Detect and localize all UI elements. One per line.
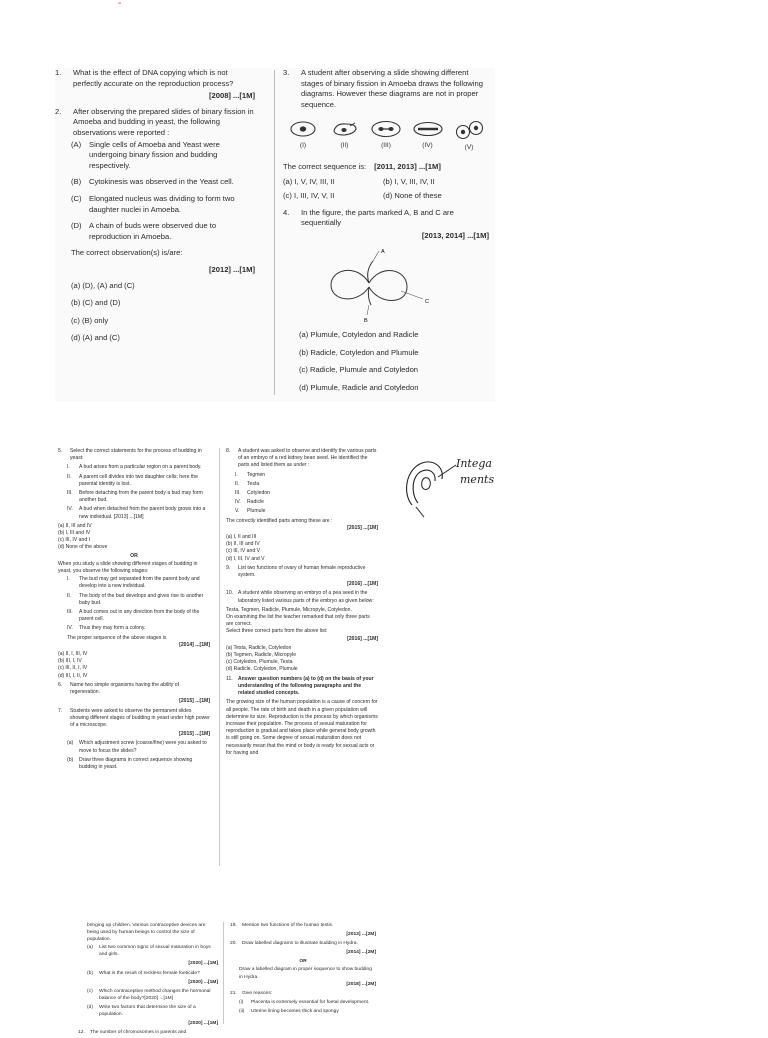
question-9 — [226, 565, 378, 579]
question-4 — [283, 208, 489, 229]
question-text: The number of chromosomes in parents and — [90, 1030, 187, 1036]
year-tag: [2015] ...[1M] — [179, 731, 210, 738]
question-2 — [55, 107, 255, 139]
question-text: List two functions of ovary of human female reproductive system. — [238, 564, 366, 579]
handwritten-annotation — [398, 447, 510, 527]
question-prompt: The correctly identified parts among these are : — [226, 517, 333, 524]
part — [235, 508, 378, 515]
question-prompt: The correct observation(s) is/are: — [71, 248, 183, 258]
question-text: Draw a labelled diagram in proper sequence to show budding in Hydra. — [239, 967, 372, 980]
part-text: Cotyledon — [247, 490, 270, 497]
option: (c) III, II, I, IV — [58, 665, 88, 672]
question-prompt: The proper sequence of the above stages is — [67, 634, 167, 641]
red-mark: - — [118, 0, 122, 9]
passage-text: The growing size of the human population is a cause of concern for all people. The rate of birth and death in a given population will determine its size. Reproduction is the process by which organisms increase their population. The process of sexual maturation for reproduction is gradual and takes place while general body growth is still going on. Some degree of sexual maturation does not necessarily mean that the mind or body is ready for sexual acts or for having and — [226, 699, 378, 756]
question-7 — [58, 708, 210, 730]
statement-label: (C) — [71, 193, 82, 203]
annotation-line-2: ments — [460, 473, 495, 486]
question-text: A student was asked to observe and identify the various parts of an embryo of a red kidney bean seed. He identified the parts and listed them as under : — [238, 448, 377, 469]
stage-label: IV. — [67, 625, 73, 632]
option: (b) I, III and IV — [58, 530, 91, 537]
question-number: 9. — [226, 564, 231, 571]
sub-label: (a) — [87, 945, 93, 951]
sub-label: (ii) — [239, 1008, 245, 1014]
year-tag: [2008] ...[1M] — [209, 91, 255, 101]
sub-label: (i) — [239, 999, 244, 1005]
year-tag: [2013] ...[2M] — [346, 932, 376, 938]
sub-text: List two common signs of sexual maturation in boys and girls. — [99, 945, 211, 958]
question-5 — [58, 448, 210, 462]
part-text: Tegmen — [247, 471, 266, 478]
options-grid — [283, 177, 489, 202]
option: (d) I, III, IV and V — [226, 555, 265, 562]
sub-text: What is the result of reckless female foeticide? — [99, 970, 200, 976]
question-8 — [226, 448, 378, 470]
sub-question — [87, 988, 218, 1002]
question-number: 12. — [78, 1030, 85, 1036]
year-tag: [2020] ...[1M] — [188, 961, 218, 967]
stage-v-diagram — [453, 120, 485, 154]
part-text: Radicle — [247, 499, 264, 506]
column-divider — [219, 448, 220, 866]
option: (a) I, II and III — [226, 534, 257, 541]
question-11 — [226, 676, 378, 698]
year-tag: [2014] ...[1M] — [179, 641, 210, 648]
question-prompt: Select three correct parts from the above list: — [226, 628, 328, 635]
question-text: Mention two functions of the human testis. — [242, 923, 334, 928]
right-column — [226, 448, 378, 757]
parts-list: Testa, Tegmen, Radicle, Plumule, Micropyle, Cotyledon. — [226, 606, 352, 613]
option: (d) Radicle, Cotyledon, Plumule — [226, 666, 298, 673]
option-a: (a) (D), (A) and (C) — [71, 280, 135, 290]
stage-label: I. — [67, 576, 70, 583]
option: (a) Testa, Radicle, Cotyledon — [226, 644, 292, 651]
statement — [67, 490, 210, 504]
option: (b) II, III and IV — [226, 541, 260, 548]
option-b: (b) Radicle, Cotyledon and Plumule — [299, 347, 419, 357]
sub-text: Draw three diagrams in correct sequence showing budding in yeast. — [79, 756, 193, 770]
question-text: After observing the prepared slides of binary fission in Amoeba and budding in yeast, the following observations were reported : — [73, 106, 254, 137]
question-text: When you study a slide showing different stages of budding in yeast, you observe the following stages: — [58, 560, 198, 575]
stage-ii-diagram — [329, 120, 361, 154]
worksheet-panel-2 — [52, 444, 382, 874]
statement-label: II. — [67, 473, 72, 480]
stage-i-diagram — [287, 120, 319, 154]
sub-text: Which adjustment screw (coarse/fine) were you asked to move to focus the slides? — [79, 740, 207, 754]
option: (d) None of the above — [58, 544, 108, 551]
statement-a — [71, 140, 255, 172]
binary-fission-diagrams — [283, 120, 489, 154]
sub-question — [67, 757, 210, 771]
statement-label: (A) — [71, 139, 82, 149]
statement-text: Single cells of Amoeba and Yeast were undergoing binary fission and budding respectively. — [89, 139, 220, 170]
sequence-prompt-row — [283, 162, 489, 173]
option-a: (a) I, V, IV, III, II — [283, 176, 335, 186]
sub-label: (c) — [87, 988, 93, 994]
question-19 — [230, 922, 376, 929]
sub-question — [239, 1008, 376, 1015]
question-number: 20. — [230, 941, 237, 947]
question-1 — [55, 68, 255, 89]
part-text: Testa — [247, 480, 260, 487]
year-tag: [2015] ...[1M] — [347, 524, 378, 531]
question-text: What is the effect of DNA copying which is not perfectly accurate on the reproduction process? — [73, 68, 234, 88]
question-10 — [226, 590, 378, 604]
year-tag: [2020] ...[1M] — [188, 1021, 218, 1027]
stage-label: (II) — [340, 142, 349, 150]
option: (c) III, IV and V — [226, 548, 260, 555]
statement-text: Elongated nucleus was dividing to form two daughter nuclei in Amoeba. — [89, 193, 235, 214]
statement-label: (B) — [71, 177, 82, 187]
stage-iv-diagram — [412, 120, 444, 154]
part-label: II. — [235, 480, 240, 487]
column-divider — [274, 70, 275, 395]
statement-d — [71, 221, 255, 242]
stage-iii-diagram — [370, 120, 402, 154]
statement — [67, 464, 210, 471]
stage-label: (V) — [464, 144, 474, 152]
question-number: 1. — [55, 68, 62, 77]
stage-label: (III) — [381, 142, 391, 150]
question-number: 7. — [58, 707, 63, 714]
option-b: (b) I, V, III, IV, II — [383, 176, 435, 186]
option: (d) III, I, II, IV — [58, 672, 88, 679]
sub-text: Write two factors that determine the size of a population. — [99, 1004, 196, 1018]
part-text: Plumule — [247, 508, 266, 515]
part-label: V. — [235, 508, 240, 515]
part-label: IV. — [235, 499, 241, 506]
statement-text: A parent cell divides into two daughter cells; here the parental identity is lost. — [79, 473, 198, 487]
question-text: Draw labelled diagrams to illustrate budding in Hydra. — [242, 941, 358, 947]
option-c: (c) (B) only — [71, 315, 109, 325]
question-heading: Answer question numbers (a) to (d) on the basis of your understanding of the following paragraphs and the related studied concepts. — [238, 675, 374, 697]
year-tag: [2012] ...[1M] — [209, 264, 255, 274]
sub-label: (a) — [67, 740, 74, 747]
statement-text: A bud when detached from the parent body grows into a new individual. [2013] ...[1M] — [79, 506, 206, 520]
teacher-remark: On examining the list the teacher remarked that only three parts are correct. — [226, 614, 370, 628]
statement-text: A bud arises from a particular region on a parent body. — [79, 464, 202, 471]
sub-question — [87, 1004, 218, 1018]
sub-label: (b) — [67, 756, 74, 763]
statement-label: I. — [67, 464, 70, 471]
left-column — [78, 922, 218, 1038]
worksheet-panel-3 — [78, 918, 378, 1036]
stage-label: (I) — [299, 142, 307, 150]
sub-question — [239, 999, 376, 1006]
option-d: (d) (A) and (C) — [71, 333, 120, 343]
option-d: (d) None of these — [383, 191, 442, 201]
question-number: 5. — [58, 448, 63, 454]
year-tag: [2015] ...[1M] — [179, 698, 210, 705]
question-text: Give reasons: — [242, 990, 273, 996]
year-tag: [2020] ...[1M] — [188, 979, 218, 985]
year-tag: [2013, 2014] ...[1M] — [421, 230, 489, 240]
statement-label: IV. — [67, 506, 73, 513]
question-number: 4. — [283, 207, 290, 217]
year-tag: [2016] ...[1M] — [347, 581, 378, 588]
sub-text: Which contraceptive method changes the hormonal balance of the body?[2020] ...[1M] — [99, 988, 211, 1001]
year-tag: [2018] ...[2M] — [346, 981, 376, 987]
option: (a) II, III and IV — [58, 522, 92, 529]
stage-label: (IV) — [422, 142, 433, 150]
left-column — [55, 68, 255, 351]
statement-text: Before detaching from the parent body a bud may form another bud. — [79, 490, 203, 504]
statement-text: A chain of buds were observed due to reproduction in Amoeba. — [89, 221, 217, 241]
option: (b) III, I, IV — [58, 658, 82, 665]
option: (c) III, IV and I — [58, 537, 90, 544]
question-prompt: The correct sequence is: — [283, 161, 367, 171]
label-b: B — [364, 317, 368, 324]
question-21 — [230, 990, 376, 997]
or-separator: OR — [130, 552, 138, 559]
left-column — [58, 448, 210, 773]
part-label: III. — [235, 490, 241, 497]
question-text: Name two simple organisms having the ability of regeneration. — [70, 681, 179, 696]
stage-text: Thus they may form a colony. — [79, 625, 146, 632]
label-a: A — [381, 248, 385, 255]
part — [235, 499, 378, 506]
stage — [67, 625, 210, 632]
annotation-line-1: Intega — [456, 457, 492, 470]
question-number: 21. — [230, 990, 237, 996]
right-column — [283, 68, 489, 401]
stage-label: II. — [67, 592, 72, 599]
stage — [67, 593, 210, 607]
sub-question — [87, 944, 218, 958]
question-number: 19. — [230, 923, 237, 928]
option-a: (a) Plumule, Cotyledon and Radicle — [299, 330, 419, 340]
statement-label: (D) — [71, 221, 82, 231]
question-text: A student after observing a slide showing different stages of binary fission in Amoeba draws the following diagrams. However these diagrams are not in proper sequence. — [301, 68, 483, 109]
seed-embryo-figure — [283, 247, 489, 327]
statement-b — [71, 177, 255, 188]
statement — [67, 474, 210, 488]
part-label: I. — [235, 471, 238, 478]
option: (b) Tegmen, Radicle, Micropyle — [226, 652, 297, 659]
statement — [67, 506, 210, 520]
question-12 — [78, 1029, 218, 1036]
question-text: Students were asked to observe the permanent slides showing different stages of budding in yeast under high power of a microscope. — [70, 707, 210, 728]
question-3 — [283, 68, 489, 110]
year-tag: [2016] ...[1M] — [347, 635, 378, 642]
column-divider — [223, 922, 224, 1024]
sub-label: (b) — [87, 970, 93, 976]
question-text: In the figure, the parts marked A, B and C are sequentially — [301, 207, 454, 228]
part — [235, 490, 378, 497]
stage-text: The body of the bud develops and gives rise to another baby bud. — [79, 592, 204, 606]
option: (c) Cotyledon, Plumule, Testa — [226, 659, 293, 666]
question-20 — [230, 940, 376, 947]
year-tag: [2014] ...[2M] — [346, 950, 376, 956]
right-column — [230, 922, 376, 1017]
option-c: (c) I, III, IV, V, II — [283, 191, 335, 201]
statement-label: III. — [67, 490, 73, 497]
part — [235, 472, 378, 479]
stage — [67, 609, 210, 623]
stage-text: A bud comes out in any direction from the body of the parent cell. — [79, 609, 200, 623]
question-6 — [58, 682, 210, 696]
sub-question — [67, 740, 210, 754]
or-separator: OR — [299, 959, 307, 965]
sub-label: (d) — [87, 1004, 93, 1010]
statement-text: Cytokinesis was observed in the Yeast cell. — [89, 177, 234, 187]
question-number: 2. — [55, 106, 62, 116]
sub-text: Uterine lining becomes thick and spongy — [251, 1008, 339, 1014]
question-text: A student while observing an embryo of a pea seed in the laboratory listed various parts of the embryo as given below: — [238, 590, 374, 604]
question-number: 8. — [226, 448, 231, 454]
stage — [67, 576, 210, 590]
stage-label: III. — [67, 609, 73, 616]
stage-text: The bud may get separated from the parent body and develop into a new individual. — [79, 576, 200, 590]
worksheet-panel-1 — [55, 68, 495, 402]
year-tag: [2011, 2013] ...[1M] — [374, 161, 441, 171]
option: (a) II, I, III, IV — [58, 651, 88, 658]
label-c: C — [425, 298, 429, 305]
option-c: (c) Radicle, Plumule and Cotyledon — [299, 365, 419, 375]
sub-question — [87, 970, 218, 977]
question-number: 11. — [226, 675, 233, 682]
question-number: 3. — [283, 68, 290, 77]
question-text: Select the correct statements for the process of budding in yeast: — [70, 448, 202, 462]
option-b: (b) (C) and (D) — [71, 298, 121, 308]
statement-c — [71, 194, 255, 215]
part — [235, 481, 378, 488]
option-d: (d) Plumule, Radicle and Cotyledon — [299, 382, 419, 392]
passage-text: bringing up children. Various contraceptive devices are being used by human beings to control the size of population. — [87, 923, 206, 943]
sub-text: Placenta is extremely essential for foetal development. — [251, 999, 370, 1005]
question-number: 6. — [58, 681, 63, 688]
question-number: 10. — [226, 590, 234, 597]
